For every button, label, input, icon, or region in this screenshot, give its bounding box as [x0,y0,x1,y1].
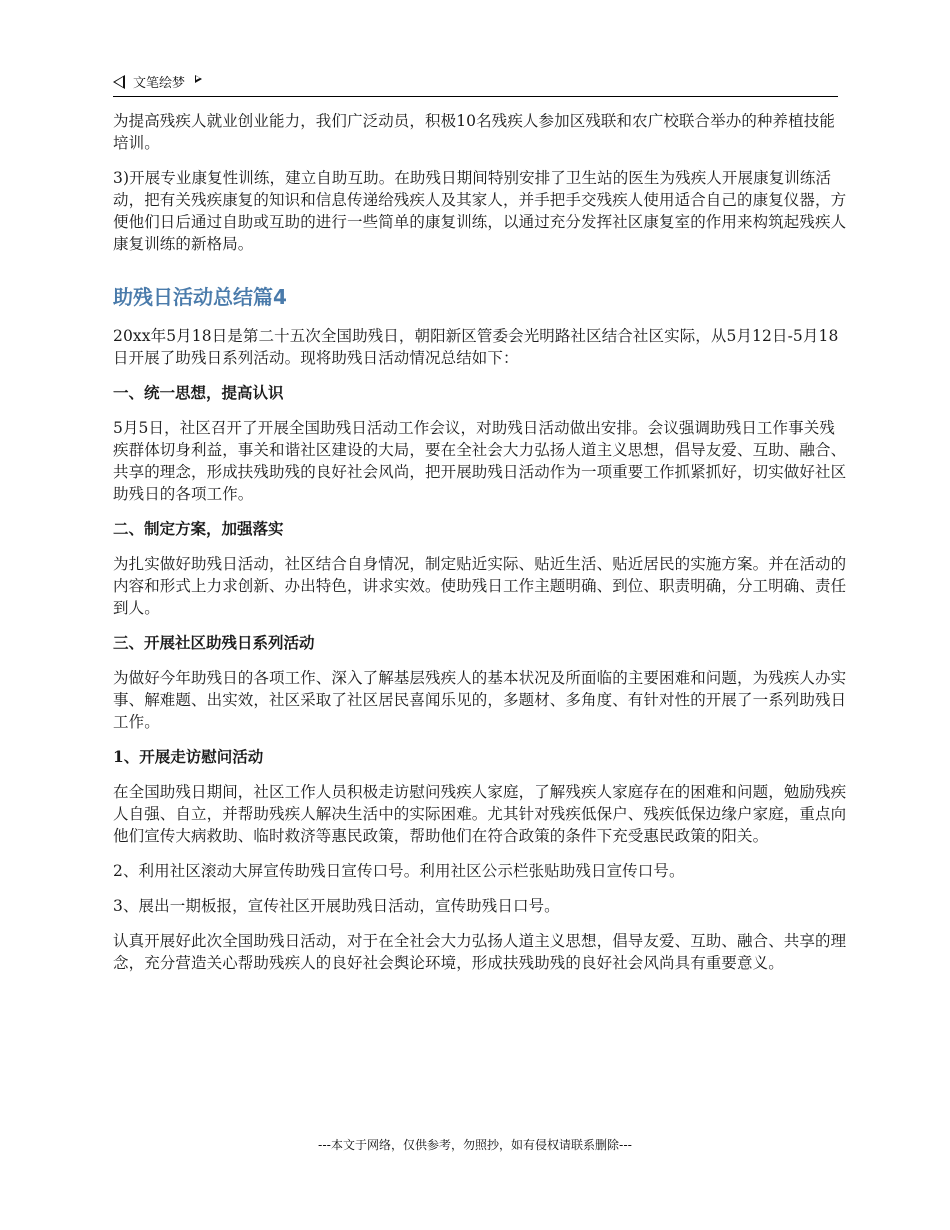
page-footer: ---本文于网络，仅供参考，勿照抄，如有侵权请联系删除--- [318,1138,632,1152]
paragraph: 在全国助残日期间，社区工作人员积极走访慰问残疾人家庭，了解残疾人家庭存在的困难和问题，勉励残疾人自强、自立，并帮助残疾人解决生活中的实际困难。尤其针对残疾低保户、残疾低保边缘户家庭，重点向他们宣传大病救助、临时救济等惠民政策，帮助他们在符合政策的条件下充受惠民政策的阳关。 [113,783,847,845]
paragraph: 为扎实做好助残日活动，社区结合自身情况，制定贴近实际、贴近生活、贴近居民的实施方案。并在活动的内容和形式上力求创新、办出特色，讲求实效。使助残日工作主题明确、到位、职责明确，分工明确、责任到人。 [113,555,847,617]
page-header [113,70,838,97]
document-body [113,110,850,987]
paragraph: 为提高残疾人就业创业能力，我们广泛动员，积极10名残疾人参加区残联和农广校联合举办的种养植技能培训。 [113,112,835,152]
triangle-left-icon [113,75,125,89]
subheading: 二、制定方案，加强落实 [113,519,284,538]
brand-text: 文笔绘梦 [133,76,186,91]
paragraph: 2、利用社区滚动大屏宣传助残日宣传口号。利用社区公示栏张贴助残日宣传口号。 [113,862,685,880]
subheading: 1、开展走访慰问活动 [113,747,264,766]
header-brand [113,72,202,91]
paragraph: 5月5日，社区召开了开展全国助残日活动工作会议，对助残日活动做出安排。会议强调助残日工作事关残疾群体切身利益，事关和谐社区建设的大局，要在全社会大力弘扬人道主义思想，倡导友爱、互助、融合、共享的理念，形成扶残助残的良好社会风尚，把开展助残日活动作为一项重要工作抓紧抓好，切实做好社区助残日的各项工作。 [113,419,847,503]
subheading: 三、开展社区助残日系列活动 [113,633,315,652]
paragraph: 3)开展专业康复性训练，建立自助互助。在助残日期间特别安排了卫生站的医生为残疾人开展康复训练活动，把有关残疾康复的知识和信息传递给残疾人及其家人，并手把手交残疾人使用适合自己的康复仪器，方便他们日后通过自助或互助的进行一些简单的康复训练，以通过充分发挥社区康复室的作用来构筑起残疾人康复训练的新格局。 [113,169,847,253]
section-title: 助残日活动总结篇4 [113,285,287,309]
paragraph: 认真开展好此次全国助残日活动，对于在全社会大力弘扬人道主义思想，倡导友爱、互助、融合、共享的理念，充分营造关心帮助残疾人的良好社会舆论环境，形成扶残助残的良好社会风尚具有重要意义。 [113,932,847,972]
paragraph: 3、展出一期板报，宣传社区开展助残日活动，宣传助残日口号。 [113,897,560,915]
paragraph: 20xx年5月18日是第二十五次全国助残日，朝阳新区管委会光明路社区结合社区实际，从5月12日-5月18日开展了助残日系列活动。现将助残日活动情况总结如下： [113,327,839,367]
paragraph: 为做好今年助残日的各项工作、深入了解基层残疾人的基本状况及所面临的主要困难和问题，为残疾人办实事、解难题、出实效，社区采取了社区居民喜闻乐见的，多题材、多角度、有针对性的开展了一系列助残日工作。 [113,669,847,731]
subheading: 一、统一思想，提高认识 [113,383,284,402]
triangle-right-icon [195,75,202,83]
